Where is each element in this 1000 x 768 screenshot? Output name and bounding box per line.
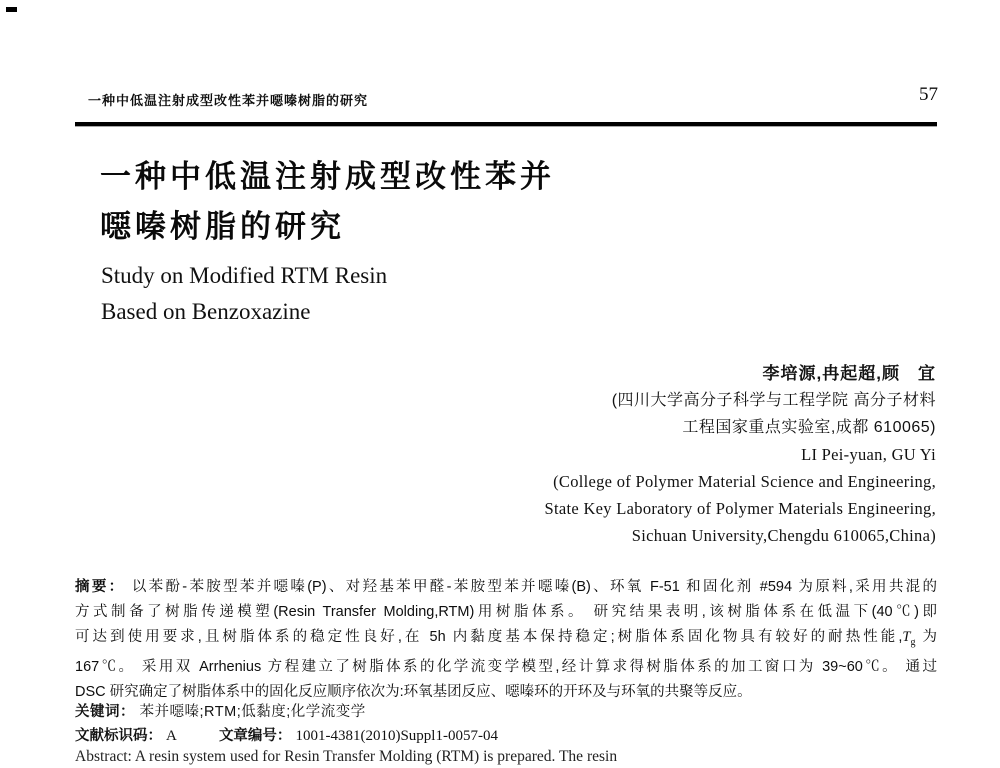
- article-title-zh-line2: 噁嗪树脂的研究: [100, 209, 345, 244]
- clipped-english-abstract-line: Abstract: A resin system used for Resin Transfer Molding (RTM) is prepared. The resin: [75, 748, 618, 765]
- abstract-line-3-pre: 可达到使用要求,且树脂体系的稳定性良好,在 5h 内黏度基本保持稳定;树脂体系固化物具有较好的耐热性能,: [75, 629, 903, 645]
- tg-symbol: T: [902, 629, 911, 645]
- article-number-label: 文章编号：: [218, 728, 292, 744]
- tg-subscript: g: [910, 636, 916, 648]
- abstract-line-4: 167℃。 采用双 Arrhenius 方程建立了树脂体系的化学流变学模型,经计算求得树脂体系的加工窗口为 39~60℃。 通过: [75, 658, 937, 675]
- running-header-title: 一种中低温注射成型改性苯并噁嗪树脂的研究: [88, 93, 369, 108]
- article-number-value: 1001-4381(2010)Suppl1-0057-04: [295, 728, 498, 744]
- abstract-line-3: [75, 625, 937, 655]
- document-info: [75, 724, 498, 745]
- document-code-value: A: [166, 728, 177, 744]
- page-number: 57: [919, 84, 938, 105]
- article-title-en: [101, 258, 387, 330]
- affiliation-zh-line2: 工程国家重点实验室,成都 610065): [682, 419, 936, 436]
- article-title-zh: [100, 152, 555, 252]
- article-title-zh-line1: 一种中低温注射成型改性苯并: [100, 159, 555, 194]
- abstract-line-2: 方式制备了树脂传递模塑(Resin Transfer Molding,RTM)用树脂体系。 研究结果表明,该树脂体系在低温下(40℃)即: [75, 604, 937, 620]
- affiliation-en-line2: State Key Laboratory of Polymer Materials Engineering,: [544, 499, 936, 518]
- abstract-label: 摘要：: [75, 579, 126, 595]
- affiliation-en-line3: Sichuan University,Chengdu 610065,China): [631, 526, 936, 545]
- abstract: [75, 575, 937, 705]
- abstract-line-3-post: 为: [915, 629, 937, 645]
- keywords-label: 关键词：: [75, 704, 135, 720]
- header-rule: [75, 122, 937, 126]
- affiliation-zh-line1: (四川大学高分子科学与工程学院 高分子材料: [611, 392, 936, 409]
- affiliation-en-line1: (College of Polymer Material Science and Engineering,: [553, 472, 936, 491]
- abstract-line-1-text: 以苯酚-苯胺型苯并噁嗪(P)、对羟基苯甲醛-苯胺型苯并噁嗪(B)、环氧 F-51 和固化剂 #594 为原料,采用共混的: [131, 579, 937, 595]
- abstract-line-1: [75, 575, 937, 600]
- keywords: [75, 700, 366, 721]
- document-code-label: 文献标识码：: [75, 728, 162, 744]
- article-title-en-line1: Study on Modified RTM Resin: [101, 263, 388, 288]
- scan-artifact-speck: [6, 7, 17, 12]
- keywords-text: 苯并噁嗪;RTM;低黏度;化学流变学: [139, 704, 366, 720]
- abstract-line-5: DSC 研究确定了树脂体系中的固化反应顺序依次为:环氧基团反应、噁嗪环的开环及与环氧的共聚等反应。: [75, 683, 752, 700]
- authors-block: [545, 360, 936, 549]
- authors-en: LI Pei-yuan, GU Yi: [801, 445, 936, 464]
- article-title-en-line2: Based on Benzoxazine: [101, 299, 311, 324]
- authors-zh: 李培源,冉起超,顾 宜: [762, 364, 936, 383]
